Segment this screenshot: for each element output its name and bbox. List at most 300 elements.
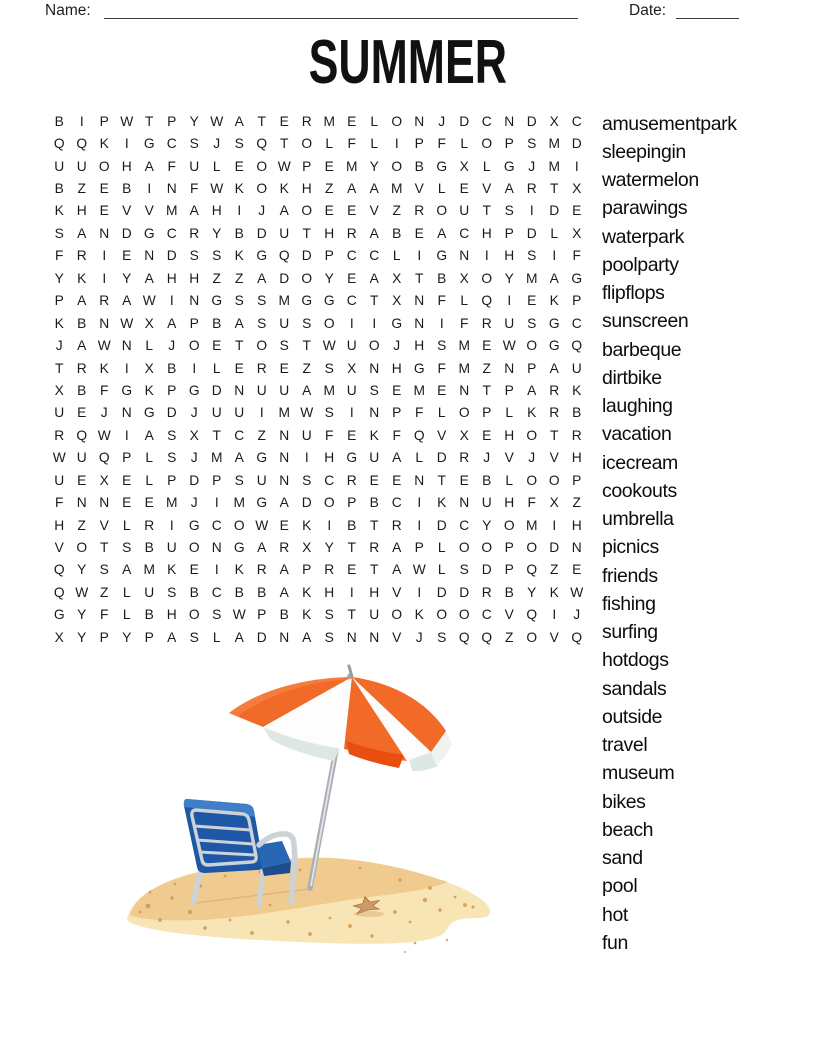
grid-letter: D (166, 405, 177, 421)
grid-letter: U (144, 584, 155, 600)
grid-letter: O (481, 270, 493, 286)
grid-letter: B (504, 584, 514, 600)
word-list-item: fishing (602, 592, 656, 615)
grid-letter: M (548, 158, 560, 174)
grid-letter: A (279, 562, 289, 578)
grid-letter: K (302, 517, 312, 533)
grid-letter: S (257, 315, 267, 331)
grid-letter: N (459, 382, 470, 398)
grid-letter: B (167, 360, 177, 376)
grid-letter: L (145, 472, 154, 488)
grid-letter: Z (392, 203, 401, 219)
grid-letter: D (549, 540, 560, 556)
grid-letter: U (369, 450, 380, 466)
grid-letter: N (414, 472, 425, 488)
grid-letter: V (549, 629, 559, 645)
grid-letter: A (234, 315, 244, 331)
grid-letter: U (346, 382, 357, 398)
grid-letter: P (504, 562, 514, 578)
grid-letter: R (549, 382, 560, 398)
grid-letter: O (323, 495, 335, 511)
sand-icon (127, 857, 490, 953)
grid-letter: H (121, 158, 132, 174)
grid-letter: P (99, 113, 109, 129)
grid-letter: T (482, 203, 491, 219)
grid-letter: Y (504, 270, 514, 286)
grid-letter: V (549, 450, 559, 466)
grid-letter: T (280, 136, 289, 152)
grid-letter: G (413, 360, 425, 376)
grid-letter: F (190, 181, 199, 197)
grid-letter: E (459, 181, 469, 197)
grid-letter: S (324, 607, 334, 623)
grid-letter: E (482, 338, 492, 354)
grid-letter: Q (526, 562, 538, 578)
grid-letter: O (481, 136, 493, 152)
grid-letter: H (391, 360, 402, 376)
grid-letter: I (349, 405, 354, 421)
grid-letter: E (234, 158, 244, 174)
grid-letter: S (189, 136, 199, 152)
grid-letter: E (347, 203, 357, 219)
grid-letter: U (571, 360, 582, 376)
grid-letter: K (99, 360, 109, 376)
grid-letter: A (234, 113, 244, 129)
word-list-item: waterpark (602, 225, 685, 248)
grid-letter: F (572, 248, 581, 264)
grid-letter: W (210, 181, 224, 197)
grid-letter: Z (257, 427, 266, 443)
grid-letter: S (437, 338, 447, 354)
grid-letter: A (369, 181, 379, 197)
grid-letter: X (144, 315, 154, 331)
grid-letter: D (436, 517, 447, 533)
grid-letter: P (504, 540, 514, 556)
grid-letter: S (324, 405, 334, 421)
word-list-item: laughing (602, 395, 673, 418)
grid-letter: G (143, 136, 155, 152)
grid-letter: B (54, 181, 64, 197)
grid-letter: A (279, 203, 289, 219)
grid-letter: O (548, 472, 560, 488)
grid-letter: K (279, 181, 289, 197)
grid-letter: O (458, 607, 470, 623)
grid-letter: C (481, 607, 492, 623)
grid-letter: G (436, 248, 448, 264)
grid-letter: B (482, 472, 492, 488)
grid-letter: R (346, 472, 357, 488)
grid-letter: U (279, 382, 290, 398)
grid-letter: E (437, 382, 447, 398)
grid-letter: R (189, 225, 200, 241)
word-list-item: pool (602, 875, 638, 898)
grid-letter: R (99, 293, 110, 309)
word-list-item: dirtbike (602, 366, 662, 389)
grid-letter: E (189, 562, 199, 578)
grid-letter: A (279, 584, 289, 600)
grid-letter: V (122, 203, 132, 219)
grid-letter: D (526, 113, 537, 129)
date-label: Date: (629, 2, 667, 19)
grid-letter: C (346, 293, 357, 309)
grid-letter: A (369, 225, 379, 241)
grid-letter: N (99, 315, 110, 331)
grid-letter: X (99, 472, 109, 488)
grid-letter: U (211, 405, 222, 421)
grid-letter: O (256, 338, 268, 354)
grid-letter: N (369, 629, 380, 645)
grid-letter: O (526, 472, 538, 488)
word-list-item: cookouts (602, 479, 677, 502)
word-list-item: flipflops (602, 282, 665, 305)
grid-letter: Z (100, 584, 109, 600)
grid-letter: B (257, 584, 267, 600)
grid-letter: W (120, 113, 134, 129)
grid-letter: R (54, 427, 65, 443)
grid-letter: O (301, 270, 313, 286)
grid-letter: A (527, 382, 537, 398)
grid-letter: H (481, 225, 492, 241)
grid-letter: L (460, 136, 469, 152)
grid-letter: Q (76, 427, 88, 443)
grid-letter: W (570, 584, 584, 600)
grid-letter: P (392, 405, 402, 421)
grid-letter: G (256, 495, 268, 511)
grid-letter: U (279, 225, 290, 241)
grid-letter: D (279, 270, 290, 286)
grid-letter: Y (77, 629, 87, 645)
grid-letter: F (100, 607, 109, 623)
grid-letter: H (324, 450, 335, 466)
grid-letter: O (391, 607, 403, 623)
grid-letter: I (349, 584, 354, 600)
grid-letter: N (121, 405, 132, 421)
grid-letter: G (143, 225, 155, 241)
grid-letter: E (279, 113, 289, 129)
grid-letter: I (214, 562, 219, 578)
puzzle-title-text: SUMMER (308, 28, 508, 97)
grid-letter: S (189, 629, 199, 645)
name-label: Name: (45, 2, 91, 19)
grid-letter: H (324, 225, 335, 241)
grid-letter: O (188, 540, 200, 556)
grid-letter: F (55, 248, 64, 264)
grid-letter: L (145, 450, 154, 466)
grid-letter: J (528, 158, 536, 174)
grid-letter: L (122, 584, 131, 600)
grid-letter: G (301, 293, 313, 309)
grid-letter: M (391, 181, 403, 197)
grid-letter: E (122, 248, 132, 264)
grid-letter: L (437, 562, 446, 578)
grid-letter: N (211, 540, 222, 556)
grid-letter: A (77, 225, 87, 241)
grid-letter: P (504, 225, 514, 241)
grid-letter: A (77, 338, 87, 354)
grid-letter: N (369, 405, 380, 421)
grid-letter: J (55, 338, 63, 354)
grid-letter: T (370, 517, 379, 533)
grid-letter: E (414, 225, 424, 241)
grid-letter: D (301, 248, 312, 264)
grid-letter: M (166, 203, 178, 219)
grid-letter: D (571, 136, 582, 152)
grid-letter: A (122, 293, 132, 309)
grid-letter: N (144, 248, 155, 264)
grid-letter: K (302, 607, 312, 623)
grid-letter: K (572, 382, 582, 398)
grid-letter: Q (481, 629, 493, 645)
grid-letter: D (166, 248, 177, 264)
grid-letter: M (526, 270, 538, 286)
grid-letter: L (460, 293, 469, 309)
grid-letter: G (233, 540, 245, 556)
grid-letter: B (122, 181, 132, 197)
grid-letter: P (504, 382, 514, 398)
grid-letter: L (415, 450, 424, 466)
grid-letter: O (503, 517, 515, 533)
grid-letter: G (346, 450, 358, 466)
grid-letter: C (166, 225, 177, 241)
name-blank-line[interactable] (104, 18, 578, 19)
grid-letter: G (256, 248, 268, 264)
grid-letter: Q (571, 338, 583, 354)
grid-letter: V (99, 517, 109, 533)
grid-letter: W (52, 450, 66, 466)
grid-letter: N (414, 315, 425, 331)
grid-letter: K (414, 607, 424, 623)
grid-letter: W (232, 607, 246, 623)
grid-letter: N (76, 495, 87, 511)
grid-letter: L (370, 136, 379, 152)
grid-letter: N (121, 338, 132, 354)
grid-letter: S (167, 450, 177, 466)
grid-letter: M (278, 405, 290, 421)
grid-letter: W (412, 562, 426, 578)
grid-letter: H (414, 338, 425, 354)
grid-letter: F (100, 382, 109, 398)
grid-letter: K (77, 270, 87, 286)
grid-letter: O (256, 158, 268, 174)
grid-letter: P (122, 450, 132, 466)
grid-letter: N (369, 360, 380, 376)
grid-letter: G (256, 450, 268, 466)
grid-letter: R (324, 562, 335, 578)
grid-letter: U (481, 495, 492, 511)
grid-letter: A (549, 360, 559, 376)
grid-letter: A (77, 293, 87, 309)
grid-letter: O (436, 607, 448, 623)
grid-letter: L (505, 472, 514, 488)
word-list-item: icecream (602, 451, 678, 474)
grid-letter: F (437, 293, 446, 309)
grid-letter: I (327, 517, 332, 533)
grid-letter: O (323, 315, 335, 331)
grid-letter: U (504, 315, 515, 331)
grid-letter: T (370, 562, 379, 578)
word-list-item: poolparty (602, 253, 679, 276)
grid-letter: K (369, 427, 379, 443)
grid-letter: I (237, 203, 242, 219)
date-blank-line[interactable] (676, 18, 739, 19)
grid-letter: F (347, 136, 356, 152)
grid-letter: F (437, 360, 446, 376)
grid-letter: I (372, 315, 377, 331)
grid-letter: U (234, 405, 245, 421)
grid-letter: X (302, 540, 312, 556)
grid-letter: T (302, 338, 311, 354)
grid-letter: H (211, 203, 222, 219)
grid-letter: O (391, 113, 403, 129)
grid-letter: Q (413, 427, 425, 443)
grid-letter: R (481, 584, 492, 600)
grid-letter: Q (458, 629, 470, 645)
grid-letter: X (392, 293, 402, 309)
grid-letter: O (98, 158, 110, 174)
grid-letter: Y (122, 629, 132, 645)
grid-letter: I (552, 248, 557, 264)
word-list-item: amusementpark (602, 112, 737, 135)
grid-letter: L (482, 158, 491, 174)
grid-letter: Z (302, 360, 311, 376)
grid-letter: B (77, 315, 87, 331)
grid-letter: T (550, 427, 559, 443)
grid-letter: Y (324, 540, 334, 556)
grid-letter: S (527, 248, 537, 264)
grid-letter: B (144, 607, 154, 623)
grid-letter: G (391, 315, 403, 331)
grid-letter: A (504, 181, 514, 197)
word-list-item: bikes (602, 790, 646, 813)
grid-letter: K (234, 248, 244, 264)
puzzle-title (0, 28, 816, 110)
grid-letter: B (369, 495, 379, 511)
word-list-item: outside (602, 705, 663, 728)
grid-letter: X (144, 360, 154, 376)
grid-letter: E (122, 472, 132, 488)
grid-letter: Q (571, 629, 583, 645)
grid-letter: H (504, 495, 515, 511)
grid-letter: C (481, 113, 492, 129)
grid-letter: S (234, 293, 244, 309)
grid-letter: G (548, 315, 560, 331)
grid-letter: G (188, 517, 200, 533)
grid-letter: D (481, 562, 492, 578)
grid-letter: L (437, 405, 446, 421)
grid-letter: N (166, 181, 177, 197)
grid-letter: E (279, 360, 289, 376)
grid-letter: G (121, 382, 133, 398)
grid-letter: S (234, 472, 244, 488)
grid-letter: N (279, 629, 290, 645)
grid-letter: E (99, 203, 109, 219)
grid-letter: W (277, 158, 291, 174)
grid-letter: V (504, 450, 514, 466)
grid-letter: Z (325, 181, 334, 197)
grid-letter: B (279, 607, 289, 623)
grid-letter: I (304, 450, 309, 466)
grid-letter: Z (212, 270, 221, 286)
grid-letter: Q (526, 607, 538, 623)
grid-letter: E (324, 158, 334, 174)
grid-letter: V (392, 584, 402, 600)
grid-letter: I (124, 360, 129, 376)
grid-letter: K (234, 562, 244, 578)
grid-letter: E (234, 360, 244, 376)
grid-letter: B (144, 540, 154, 556)
grid-letter: M (323, 113, 335, 129)
grid-letter: J (258, 203, 266, 219)
grid-letter: I (349, 315, 354, 331)
grid-letter: G (436, 158, 448, 174)
grid-letter: E (77, 405, 87, 421)
grid-letter: I (169, 293, 174, 309)
grid-letter: R (526, 181, 537, 197)
grid-letter: X (392, 270, 402, 286)
grid-letter: E (347, 113, 357, 129)
grid-letter: S (369, 382, 379, 398)
grid-letter: L (550, 225, 559, 241)
grid-letter: W (75, 584, 89, 600)
grid-letter: B (212, 315, 222, 331)
grid-letter: L (122, 607, 131, 623)
grid-letter: L (505, 405, 514, 421)
grid-letter: I (124, 427, 129, 443)
grid-letter: P (99, 629, 109, 645)
grid-letter: C (346, 248, 357, 264)
grid-letter: N (346, 629, 357, 645)
grid-letter: O (481, 540, 493, 556)
grid-letter: C (166, 136, 177, 152)
grid-letter: S (99, 562, 109, 578)
grid-letter: U (76, 450, 87, 466)
grid-letter: N (279, 427, 290, 443)
grid-letter: D (256, 629, 267, 645)
grid-letter: P (504, 136, 514, 152)
grid-letter: M (413, 382, 425, 398)
grid-letter: I (394, 136, 399, 152)
grid-letter: J (573, 607, 581, 623)
grid-letter: K (99, 136, 109, 152)
grid-letter: S (122, 540, 132, 556)
grid-letter: N (571, 540, 582, 556)
grid-letter: E (369, 472, 379, 488)
grid-letter: T (302, 225, 311, 241)
word-list-item: friends (602, 564, 658, 587)
grid-letter: H (504, 427, 515, 443)
grid-letter: I (529, 203, 534, 219)
grid-letter: Y (54, 270, 64, 286)
grid-letter: Q (98, 450, 110, 466)
grid-letter: S (167, 427, 177, 443)
grid-letter: Z (550, 562, 559, 578)
grid-letter: U (54, 472, 65, 488)
word-list-item: picnics (602, 536, 659, 559)
grid-letter: I (79, 113, 84, 129)
grid-letter: P (347, 495, 357, 511)
grid-letter: L (437, 181, 446, 197)
grid-letter: S (459, 562, 469, 578)
grid-letter: S (54, 225, 64, 241)
grid-letter: D (526, 225, 537, 241)
grid-letter: I (507, 293, 512, 309)
grid-letter: E (347, 427, 357, 443)
grid-letter: E (572, 203, 582, 219)
grid-letter: M (278, 293, 290, 309)
grid-letter: Q (278, 248, 290, 264)
grid-letter: R (76, 360, 87, 376)
grid-letter: D (189, 472, 200, 488)
